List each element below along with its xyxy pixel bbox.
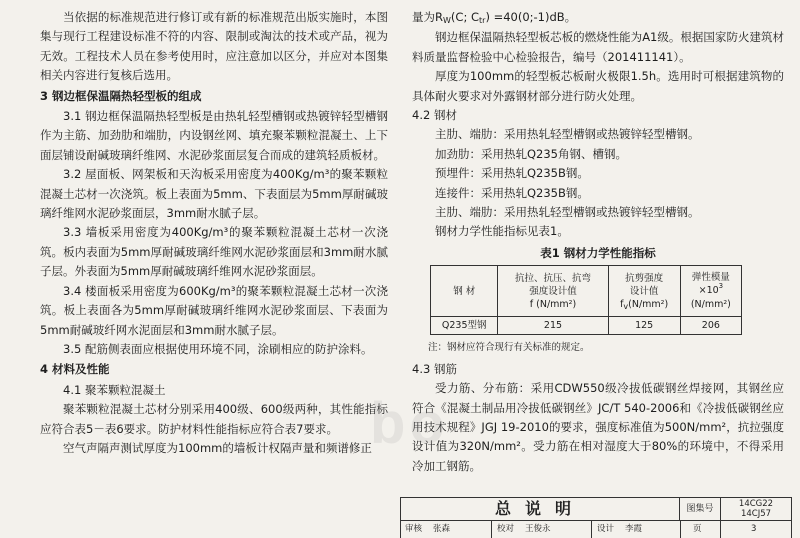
check-label: 校对 bbox=[497, 524, 515, 534]
header-modulus-line bbox=[683, 284, 739, 298]
section-4-2-heading: 4.2 钢材 bbox=[412, 108, 457, 123]
shear-f: f bbox=[620, 298, 624, 310]
header-modulus-line: (N/mm²) bbox=[690, 299, 731, 311]
clause-3-2: 3.2 屋面板、网架板和天沟板采用密度为400Kg/m³的聚苯颗粒混凝土芯材一次浇筑。板上表面为5mm、下表面层为5mm厚耐碱玻璃纤维网水泥砂浆面层，3mm耐水腻子层。 bbox=[40, 167, 388, 221]
section-3-heading: 3 钢边框保温隔热轻型板的组成 bbox=[40, 88, 202, 103]
fire-resistance-paragraph: 厚度为100mm的轻型板芯板耐火极限1.5h。选用时可根据建筑物的具体耐火要求对外露钢材部分进行防火处理。 bbox=[412, 69, 784, 103]
header-modulus bbox=[680, 266, 741, 317]
acoustic-r-text: 量为R bbox=[412, 10, 443, 24]
design-name: 李霞 bbox=[625, 524, 643, 534]
signature-row bbox=[401, 521, 791, 538]
acoustic-w-sub: W bbox=[443, 16, 451, 25]
audit-label: 审核 bbox=[405, 524, 423, 534]
acoustic-value-line bbox=[412, 8, 784, 28]
right-column bbox=[412, 8, 784, 476]
cell-modulus: 206 bbox=[680, 317, 741, 335]
steel-item: 主肋、端肋：采用热轧轻型槽钢或热镀锌轻型槽钢。 bbox=[435, 127, 700, 142]
fire-rating-paragraph: 钢边框保温隔热轻型板芯板的燃烧性能为A1级。根据国家防火建筑材料质量监督检验中心检验报告，编号（201411141）。 bbox=[412, 30, 784, 64]
clause-4-1: 4.1 聚苯颗粒混凝土 bbox=[63, 382, 166, 397]
shear-unit: (N/mm²) bbox=[628, 298, 669, 310]
intro-paragraph: 当依据的标准规范进行修订或有新的标准规范出版实施时，本图集与现行工程建设标准不符的内容、限制或淘汰的技术或产品，视为无效。工程技术人员在参考使用时，应注意加以区分，并应对本图集相关内容进行复核后选用。 bbox=[40, 10, 388, 83]
header-tensile-line: 强度设计值 bbox=[529, 285, 577, 297]
header-shear-line: 设计值 bbox=[629, 285, 659, 297]
steel-item: 钢材力学性能指标见表1。 bbox=[435, 224, 569, 239]
cell-tensile: 215 bbox=[498, 317, 608, 335]
steel-property-table bbox=[430, 265, 742, 335]
header-shear bbox=[608, 266, 680, 317]
title-block bbox=[400, 497, 792, 538]
page-label: 页 bbox=[693, 524, 702, 534]
drawing-title: 总说明 bbox=[401, 498, 680, 520]
acoustic-post-text: ) =40(0;-1)dB。 bbox=[485, 10, 577, 24]
cell-material: Q235型钢 bbox=[431, 317, 498, 335]
clause-3-5: 3.5 配筋侧表面应根据使用环境不同，涂刷相应的防护涂料。 bbox=[63, 341, 373, 356]
title-block-row bbox=[401, 498, 791, 521]
header-shear-line bbox=[611, 298, 678, 311]
header-modulus-line: 弹性模量 bbox=[691, 272, 730, 284]
check-name: 王俊永 bbox=[525, 524, 551, 534]
steel-item: 主肋、端肋：采用热轧轻型槽钢或热镀锌轻型槽钢。 bbox=[435, 205, 700, 220]
steel-item: 加劲肋：采用热轧Q235角钢、槽钢。 bbox=[435, 146, 627, 161]
page-number: 3 bbox=[751, 524, 757, 534]
header-tensile bbox=[498, 266, 608, 317]
clause-3-1: 3.1 钢边框保温隔热轻型板是由热轧轻型槽钢或热镀锌轻型槽钢作为主筋、加劲肋和端肋，内设钢丝网、填充聚苯颗粒混凝土、上下面层铺设耐碱玻璃纤维网、水泥砂浆面层复合而成的建筑轻质板材。 bbox=[40, 109, 388, 162]
atlas-number-line: 14CJ57 bbox=[740, 509, 772, 519]
left-column bbox=[40, 8, 388, 458]
acoustic-tr-sub: tr bbox=[479, 16, 486, 25]
header-shear-line: 抗剪强度 bbox=[625, 272, 664, 284]
steel-list bbox=[412, 125, 784, 241]
atlas-number-line: 14CG22 bbox=[738, 499, 774, 509]
clause-4-1-acoustic: 空气声隔声测试厚度为100mm的墙板计权隔声量和频谱修正 bbox=[63, 440, 372, 455]
atlas-number bbox=[721, 499, 791, 519]
watermark: bo bbox=[370, 391, 449, 456]
table-note: 注：钢材应符合现行有关标准的规定。 bbox=[428, 342, 590, 354]
section-4-heading: 4 材料及性能 bbox=[40, 362, 110, 377]
atlas-label: 图集号 bbox=[680, 498, 721, 520]
cell-shear: 125 bbox=[608, 317, 680, 335]
shear-v-sub: v bbox=[623, 301, 629, 311]
clause-4-1-text: 聚苯颗粒混凝土芯材分别采用400级、600级两种，其性能指标应符合表5－表6要求。防护材料性能指标应符合表7要求。 bbox=[40, 402, 388, 436]
steel-item: 预埋件：采用热轧Q235B钢。 bbox=[435, 166, 589, 181]
table-row bbox=[431, 317, 742, 335]
header-tensile-line: 抗拉、抗压、抗弯 bbox=[514, 272, 591, 284]
modulus-factor: ×10 bbox=[698, 285, 719, 297]
steel-item: 连接件：采用热轧Q235B钢。 bbox=[435, 185, 589, 200]
rebar-paragraph: 受力筋、分布筋：采用CDW550级冷拔低碳钢丝焊接网，其钢丝应符合《混凝土制品用冷拔低碳钢丝》JC/T 540-2006和《冷拔低碳钢丝应用技术规程》JGJ 19-2010的要求，强度标准值为500N/mm²，抗拉强度设计值为320N/mm²。受力筋在相对湿度大于80%的环境中，不得采用冷加工钢筋。 bbox=[412, 381, 784, 473]
table-header-row bbox=[431, 266, 742, 317]
clause-3-4: 3.4 楼面板采用密度为600Kg/m³的聚苯颗粒混凝土芯材一次浇筑。板上表面各为5mm厚耐碱玻璃纤维网水泥砂浆面层、下表面为5mm耐碱玻纤网水泥面层和3mm耐水腻子层。 bbox=[40, 283, 388, 337]
clause-3-3: 3.3 墙板采用密度为400Kg/m³的聚苯颗粒混凝土芯材一次浇筑。板内表面为5mm厚耐碱玻璃纤维网水泥砂浆面层和3mm耐水腻子层。外表面为5mm厚耐碱玻璃纤维网水泥砂浆面层。 bbox=[40, 225, 388, 279]
table-caption: 表1 钢材力学性能指标 bbox=[540, 245, 656, 260]
section-4-3-heading: 4.3 钢筋 bbox=[412, 361, 457, 376]
modulus-exp: 3 bbox=[718, 282, 724, 291]
header-tensile-line: f (N/mm²) bbox=[529, 298, 577, 310]
design-label: 设计 bbox=[597, 524, 615, 534]
audit-name: 张森 bbox=[433, 524, 451, 534]
header-material: 钢 材 bbox=[431, 266, 498, 317]
acoustic-mid-text: (C; C bbox=[450, 10, 479, 24]
